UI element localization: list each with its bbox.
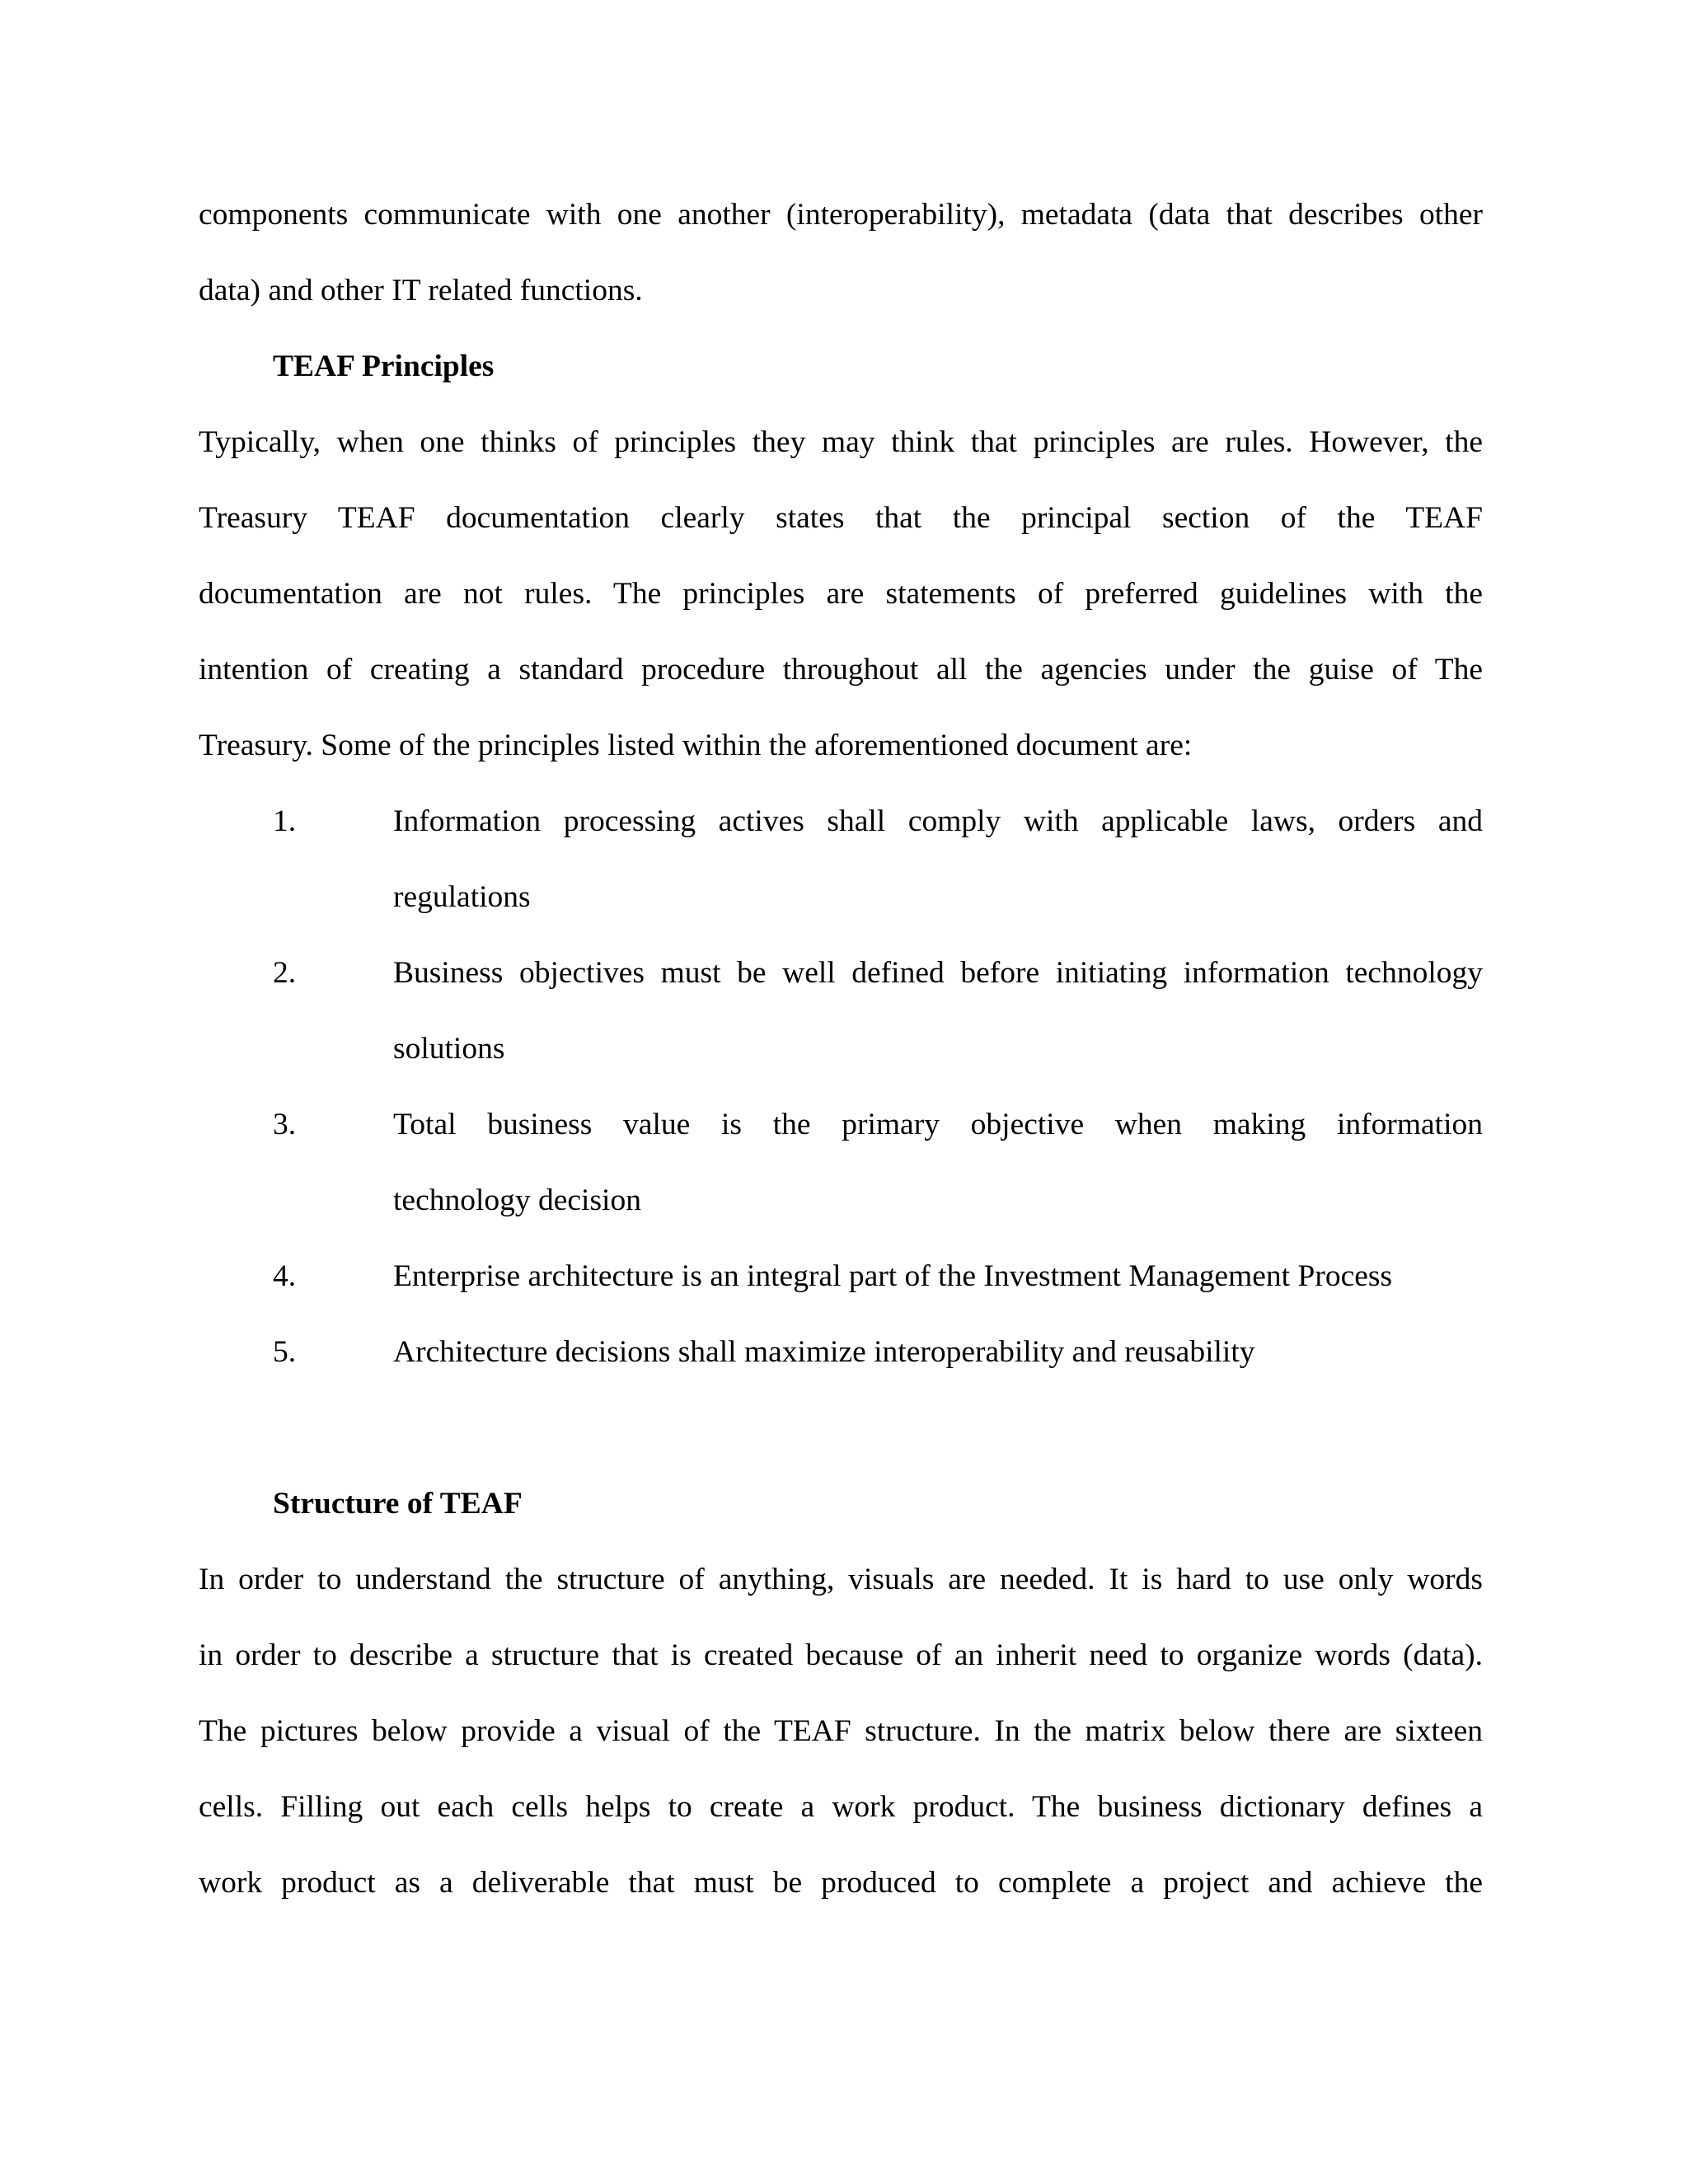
list-item-line: technology decision [393,1183,641,1217]
paragraph-line: cells. Filling out each cells helps to create a work product. The business dictionary defines a [199,1790,1483,1824]
list-number: 2. [273,956,297,990]
paragraph-line: intention of creating a standard procedure throughout all the agencies under the guise of The [199,653,1483,687]
paragraph-line: work product as a deliverable that must be produced to complete a project and achieve the [199,1866,1483,1900]
paragraph-line: Treasury TEAF documentation clearly states that the principal section of the TEAF [199,501,1483,535]
paragraph-line: in order to describe a structure that is created because of an inherit need to organize words (data). [199,1638,1483,1672]
paragraph-line: components communicate with one another (interoperability), metadata (data that describes other [199,198,1483,232]
paragraph-line: In order to understand the structure of anything, visuals are needed. It is hard to use only words [199,1563,1483,1596]
section-heading-principles: TEAF Principles [273,349,495,383]
paragraph-line: Treasury. Some of the principles listed within the aforementioned document are: [199,729,1193,762]
paragraph-line: documentation are not rules. The principles are statements of preferred guidelines with the [199,577,1483,611]
list-item-line: Enterprise architecture is an integral part of the Investment Management Process [393,1259,1393,1293]
list-number: 1. [273,804,297,838]
list-number: 5. [273,1335,297,1369]
list-item-line: solutions [393,1032,505,1066]
paragraph-line: Typically, when one thinks of principles they may think that principles are rules. However, the [199,425,1483,459]
list-item-line: regulations [393,880,531,914]
list-number: 3. [273,1108,297,1141]
list-item-line: Business objectives must be well defined before initiating information technology [393,956,1483,990]
section-heading-structure: Structure of TEAF [273,1487,523,1521]
list-item-line: Architecture decisions shall maximize interoperability and reusability [393,1335,1255,1369]
list-number: 4. [273,1259,297,1293]
paragraph-line: The pictures below provide a visual of the TEAF structure. In the matrix below there are sixteen [199,1714,1483,1748]
list-item-line: Total business value is the primary objective when making information [393,1108,1483,1141]
paragraph-line: data) and other IT related functions. [199,274,643,307]
list-item-line: Information processing actives shall comply with applicable laws, orders and [393,804,1483,838]
